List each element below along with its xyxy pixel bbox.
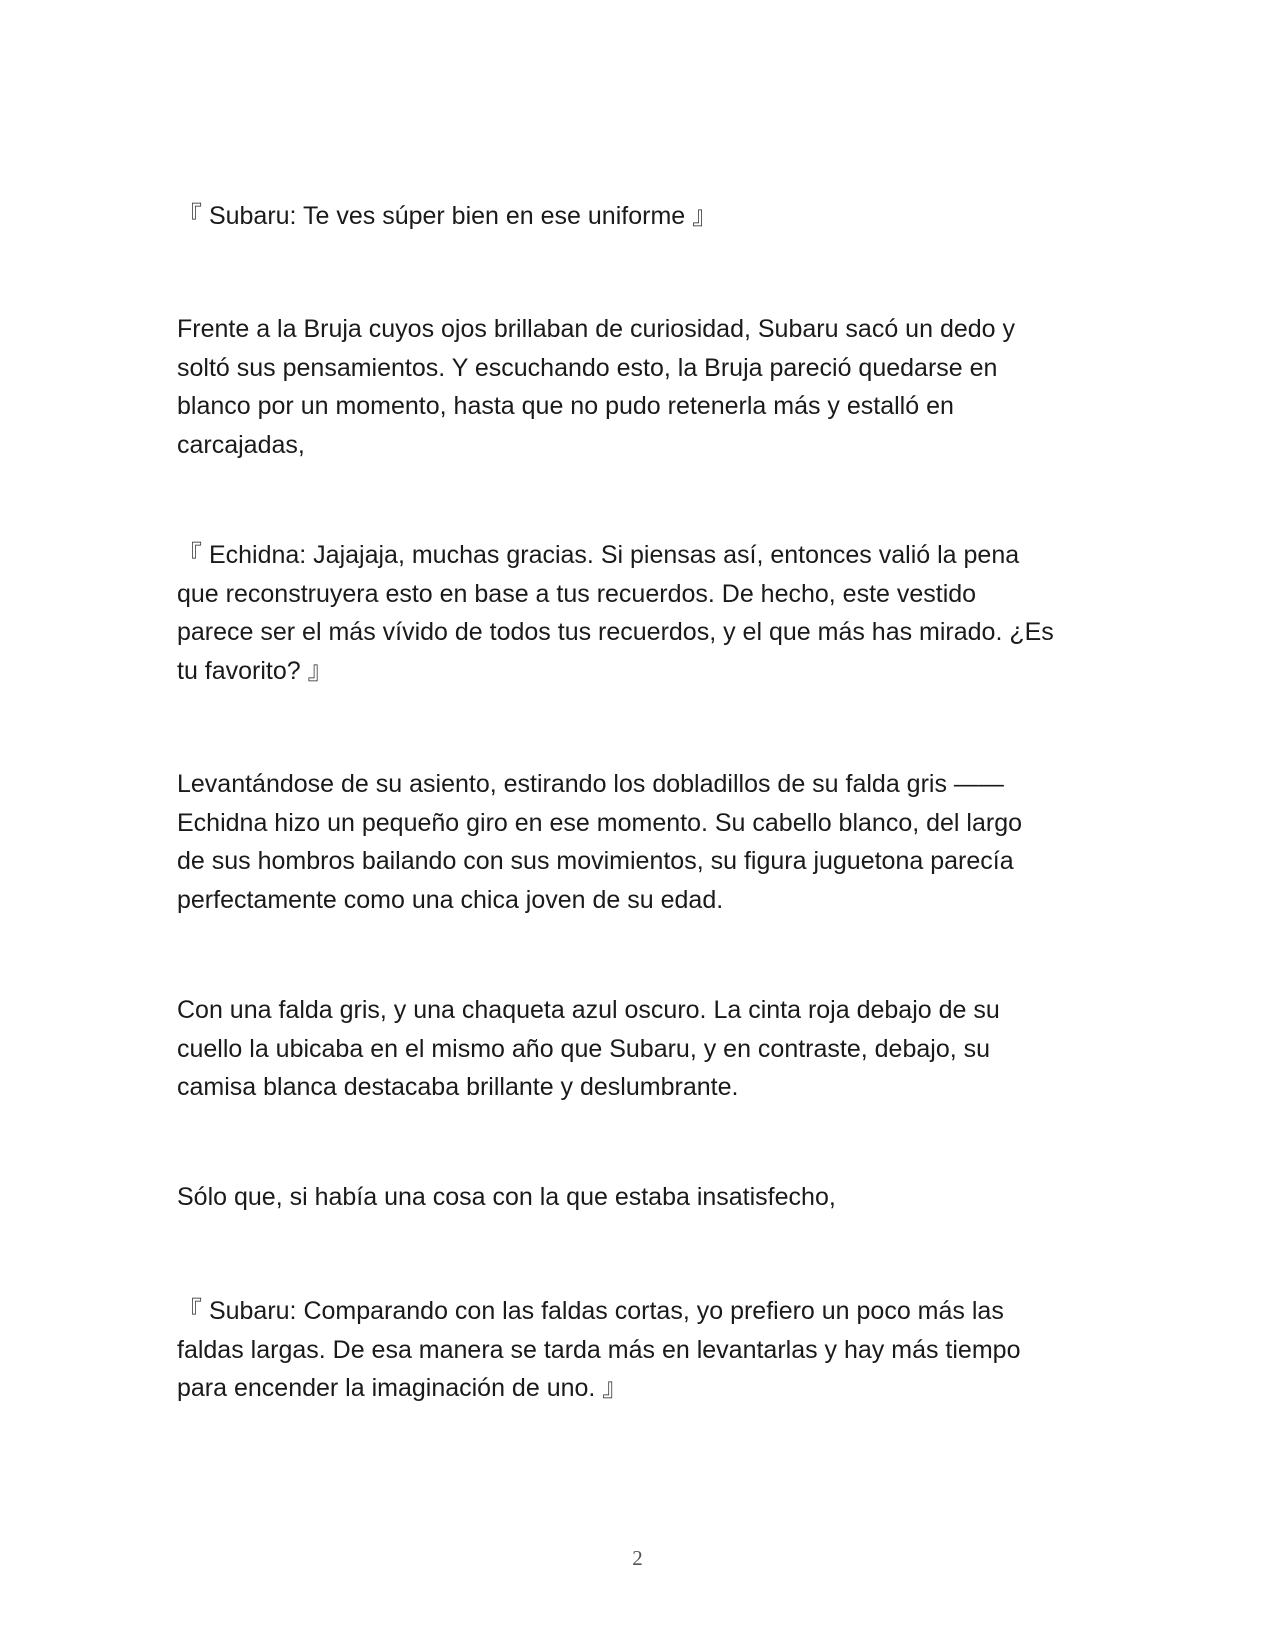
dialogue-subaru-skirts — [177, 1292, 1112, 1408]
text-line: Levantándose de su asiento, estirando los dobladillos de su falda gris —— — [177, 770, 1004, 798]
text-line: parece ser el más vívido de todos tus recuerdos, y el que más has mirado. ¿Es — [177, 618, 1054, 646]
narration-paragraph — [177, 991, 1112, 1107]
dialogue-subaru-uniform — [177, 197, 1112, 236]
text-line: 『 Subaru: Te ves súper bien en ese uniforme 』 — [177, 202, 718, 230]
text-line: camisa blanca destacaba brillante y deslumbrante. — [177, 1073, 739, 1101]
text-line: perfectamente como una chica joven de su edad. — [177, 885, 724, 914]
page-number: 2 — [632, 1546, 643, 1570]
text-line: carcajadas, — [177, 430, 305, 459]
text-line: Echidna hizo un pequeño giro en ese momento. Su cabello blanco, del largo — [177, 808, 1023, 837]
text-line: cuello la ubicaba en el mismo año que Subaru, y en contraste, debajo, su — [177, 1034, 991, 1063]
text-line: Sólo que, si había una cosa con la que estaba insatisfecho, — [177, 1183, 836, 1211]
text-line: soltó sus pensamientos. Y escuchando esto, la Bruja pareció quedarse en — [177, 353, 998, 382]
text-line: que reconstruyera esto en base a tus recuerdos. De hecho, este vestido — [177, 579, 977, 608]
text-line: de sus hombros bailando con sus movimientos, su figura juguetona parecía — [177, 847, 1014, 875]
dialogue-echidna — [177, 536, 1112, 690]
text-line: Frente a la Bruja cuyos ojos brillaban de curiosidad, Subaru sacó un dedo y — [177, 315, 1016, 343]
text-line: faldas largas. De esa manera se tarda más en levantarlas y hay más tiempo — [177, 1335, 1021, 1364]
text-line: blanco por un momento, hasta que no pudo retenerla más y estalló en — [177, 392, 954, 420]
narration-paragraph — [177, 310, 1112, 464]
text-line: para encender la imaginación de uno. 』 — [177, 1374, 628, 1402]
text-line: Con una falda gris, y una chaqueta azul oscuro. La cinta roja debajo de su — [177, 996, 1000, 1024]
text-line: 『 Echidna: Jajajaja, muchas gracias. Si piensas así, entonces valió la pena — [177, 541, 1020, 569]
text-line: 『 Subaru: Comparando con las faldas cortas, yo prefiero un poco más las — [177, 1297, 1004, 1325]
narration-paragraph — [177, 1178, 1112, 1217]
text-line: tu favorito? 』 — [177, 656, 333, 685]
narration-paragraph — [177, 765, 1112, 919]
